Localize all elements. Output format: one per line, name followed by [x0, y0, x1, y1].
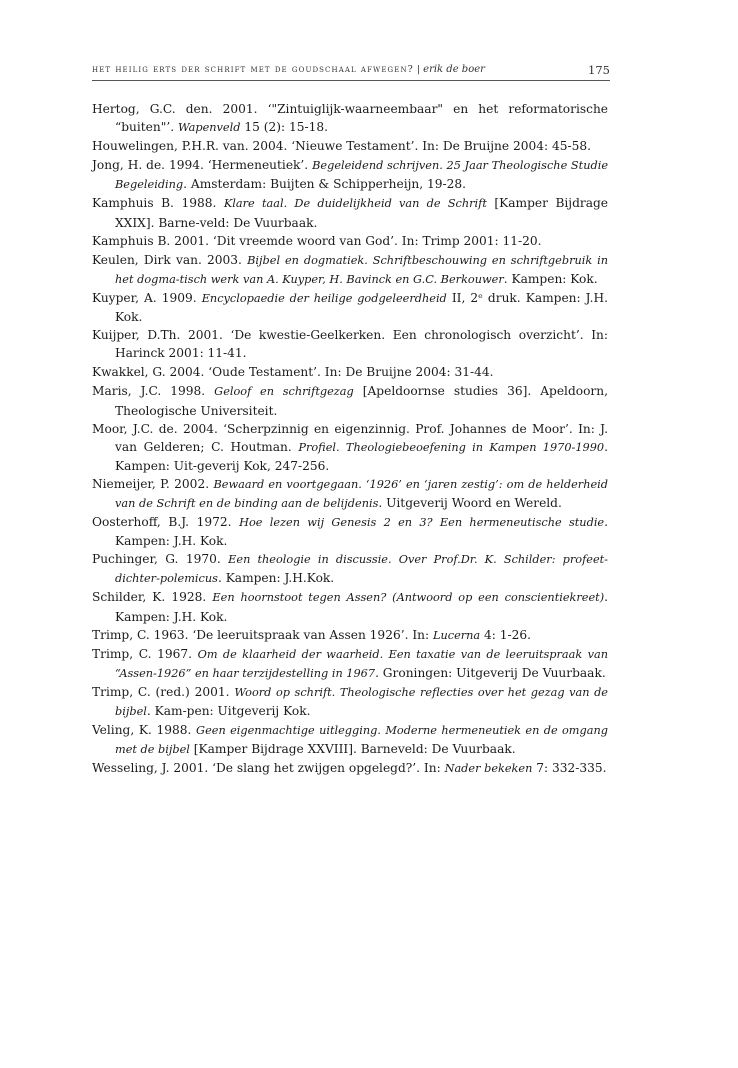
running-title-line [92, 64, 485, 75]
reference-entry: Kuyper, A. 1909. Encyclopaedie der heilige godgeleerdheid II, 2ᵉ druk. Kampen: J.H. Kok. [92, 290, 608, 325]
reference-entry: Wesseling, J. 2001. ‘De slang het zwijgen opgelegd?’. In: Nader bekeken 7: 332-335. [92, 761, 607, 776]
reference-entry: Keulen, Dirk van. 2003. Bijbel en dogmatiek. Schriftbeschouwing en schriftgebruik in het dogma-tisch werk van A. Kuyper, H. Bavinck en G.C. Berkouwer. Kampen: Kok. [92, 252, 608, 286]
header-separator: | [416, 64, 421, 75]
reference-entry: Kamphuis B. 1988. Klare taal. De duidelijkheid van de Schrift [Kamper Bijdrage XXIX]. Barne-veld: De Vuurbaak. [92, 196, 608, 230]
reference-entry: Trimp, C. 1967. Om de klaarheid der waarheid. Een taxatie van de leeruitspraak van “Assen-1926” en haar terzijdestelling in 1967. Groningen: Uitgeverij De Vuurbaak. [92, 646, 608, 680]
reference-entry: Puchinger, G. 1970. Een theologie in discussie. Over Prof.Dr. K. Schilder: profeet-dichter-polemicus. Kampen: J.H.Kok. [92, 552, 608, 586]
reference-entry: Veling, K. 1988. Geen eigenmachtige uitlegging. Moderne hermeneutiek en de omgang met de bijbel [Kamper Bijdrage XXVIII]. Barneveld: De Vuurbaak. [92, 723, 608, 757]
reference-entry: Schilder, K. 1928. Een hoornstoot tegen Assen? (Antwoord op een conscientiekreet). Kampen: J.H. Kok. [92, 590, 608, 624]
reference-entry: Oosterhoff, B.J. 1972. Hoe lezen wij Genesis 2 en 3? Een hermeneutische studie. Kampen: J.H. Kok. [92, 515, 608, 549]
reference-entry: Maris, J.C. 1998. Geloof en schriftgezag [Apeldoornse studies 36]. Apeldoorn, Theologische Universiteit. [92, 384, 608, 418]
reference-entry: Kuijper, D.Th. 2001. ‘De kwestie-Geelkerken. Een chronologisch overzicht’. In: Harinck 2001: 11-41. [92, 328, 608, 361]
reference-list [92, 100, 608, 778]
reference-entry: Houwelingen, P.H.R. van. 2004. ‘Nieuwe Testament’. In: De Bruijne 2004: 45-58. [92, 139, 591, 154]
running-title: het heilig erts der schrift met de goudschaal afwegen? [92, 64, 414, 75]
running-header [92, 62, 610, 81]
reference-entry: Moor, J.C. de. 2004. ‘Scherpzinnig en eigenzinnig. Prof. Johannes de Moor’. In: J. van Gelderen; C. Houtman. Profiel. Theologiebeoefening in Kampen 1970-1990. Kampen: Uit-geverij Kok, 247-256. [92, 421, 608, 473]
reference-entry: Hertog, G.C. den. 2001. ‘"Zintuiglijk-waarneembaar" en het reformatorische “buiten"’. Wapenveld 15 (2): 15-18. [92, 102, 608, 135]
reference-entry: Kamphuis B. 2001. ‘Dit vreemde woord van God’. In: Trimp 2001: 11-20. [92, 233, 542, 248]
reference-entry: Trimp, C. (red.) 2001. Woord op schrift. Theologische reflecties over het gezag van de bijbel. Kam-pen: Uitgeverij Kok. [92, 684, 608, 718]
reference-entry: Niemeijer, P. 2002. Bewaard en voortgegaan. ‘1926’ en ‘jaren zestig’: om de helderheid van de Schrift en de binding aan de belijdenis. Uitgeverij Woord en Wereld. [92, 476, 608, 510]
page-number: 175 [588, 63, 610, 77]
reference-entry: Kwakkel, G. 2004. ‘Oude Testament’. In: De Bruijne 2004: 31-44. [92, 365, 494, 380]
reference-entry: Jong, H. de. 1994. ‘Hermeneutiek’. Begeleidend schrijven. 25 Jaar Theologische Studie Begeleiding. Amsterdam: Buijten & Schipperheijn, 19-28. [92, 158, 608, 192]
reference-entry: Trimp, C. 1963. ‘De leeruitspraak van Assen 1926’. In: Lucerna 4: 1-26. [92, 627, 532, 642]
header-author: erik de boer [423, 64, 485, 75]
